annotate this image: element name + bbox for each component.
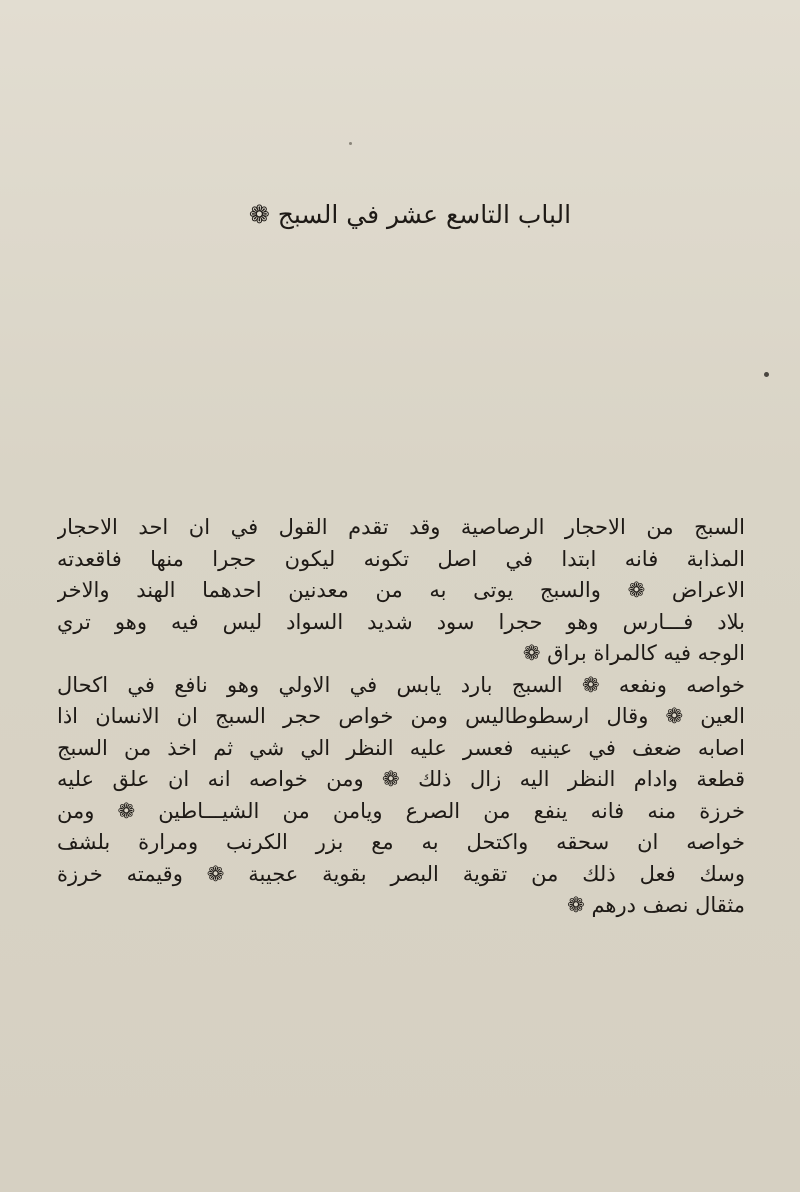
- text-line: بلاد فـــارس وهو حجرا سود شديد السواد ليس فيه وهو تري: [57, 609, 745, 634]
- text-line: خواصه ان سحقه واكتحل به مع بزر الكرنب ومرارة بلشف: [57, 830, 745, 854]
- text-line: العين ❁ وقال ارسطوطاليس ومن خواص حجر السبج ان الانسان اذا: [57, 704, 745, 728]
- text-line: قطعة وادام النظر اليه زال ذلك ❁ ومن خواصه انه ان علق عليه: [57, 767, 745, 791]
- text-line: السبج من الاحجار الرصاصية وقد تقدم القول في ان احد الاحجار: [57, 515, 745, 539]
- text-line: خرزة منه فانه ينفع من الصرع ويامن من الشيـــاطين ❁ ومن: [57, 798, 745, 823]
- paragraph-body: [57, 512, 745, 922]
- paper-speck: [349, 142, 352, 145]
- text-line: وسك فعل ذلك من تقوية البصر بقوية عجيبة ❁ وقيمته خرزة: [57, 861, 745, 886]
- text-line: خواصه ونفعه ❁ السبج بارد يابس في الاولي وهو نافع في اكحال: [57, 672, 745, 697]
- chapter-heading: الباب التاسع عشر في السبج ❁: [248, 200, 572, 229]
- paper-speck: [764, 372, 769, 377]
- text-line: مثقال نصف درهم ❁: [567, 893, 745, 917]
- text-line: الوجه فيه كالمراة براق ❁: [522, 641, 745, 665]
- text-line: الاعراض ❁ والسبج يوتى به من معدنين احدهما الهند والاخر: [57, 578, 745, 602]
- text-line: المذابة فانه ابتدا في اصل تكونه ليكون حجرا منها فاقعدته: [57, 546, 745, 571]
- text-line: اصابه ضعف في عينيه فعسر عليه النظر الي شي ثم اخذ من السبج: [57, 735, 745, 760]
